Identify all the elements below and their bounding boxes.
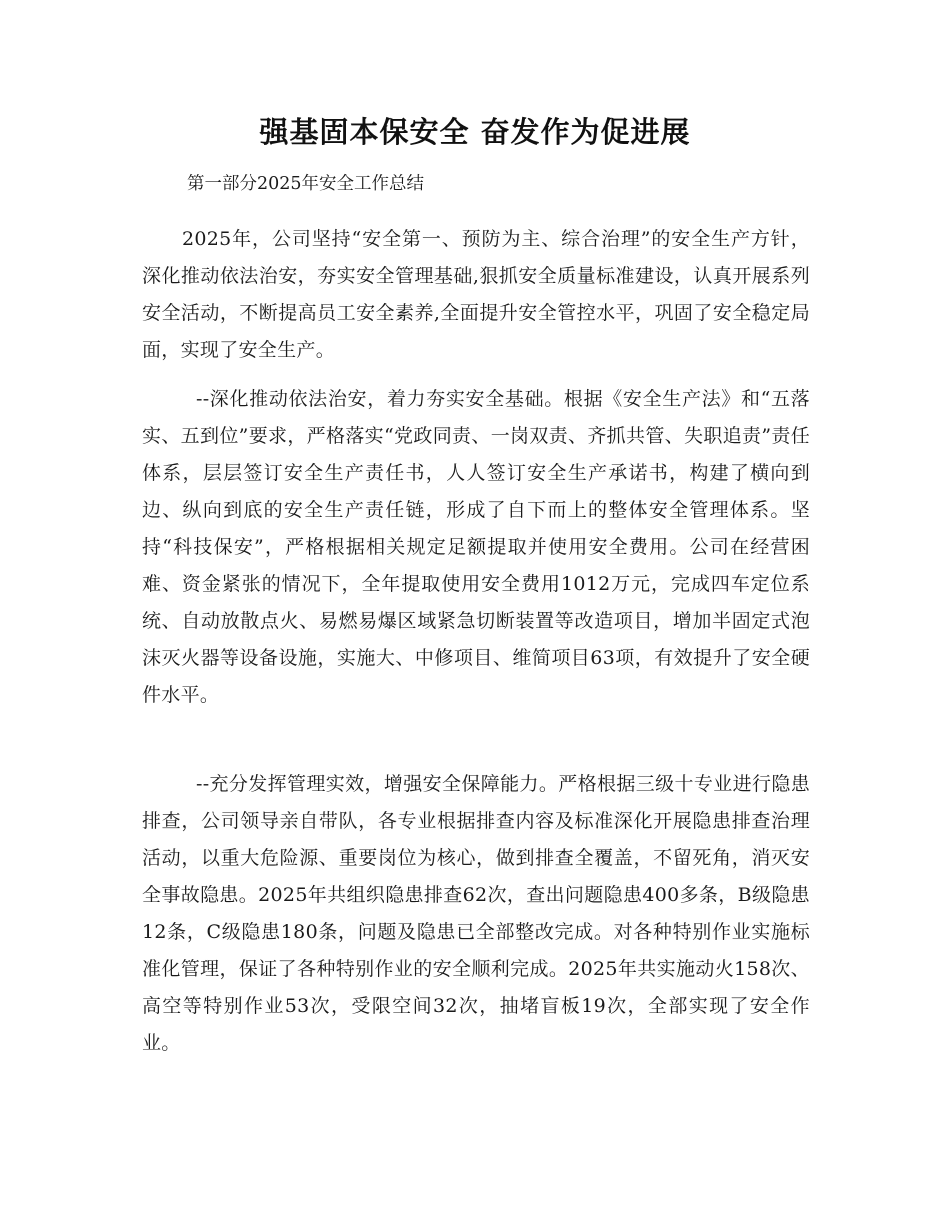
paragraph-hazard-inspection: --充分发挥管理实效，增强安全保障能力。严格根据三级十专业进行隐患排查，公司领导亲自带队，各专业根据排查内容及标准深化开展隐患排查治理活动，以重大危险源、重要岗位为核心，做到排查全覆盖，不留死角，消灭安全事故隐患。2025年共组织隐患排查62次，查出问题隐患400多条，B级隐患12条，C级隐患180条，问题及隐患已全部整改完成。对各种特别作业实施标准化管理，保证了各种特别作业的安全顺利完成。2025年共实施动火158次、高空等特别作业53次，受限空间32次，抽堵盲板19次，全部实现了安全作业。 [142,773,810,1054]
section-heading: 第一部分2025年安全工作总结 [187,174,425,194]
document-title: 强基固本保安全 奋发作为促进展 [259,115,691,149]
paragraph-legal-safety: --深化推动依法治安，着力夯实安全基础。根据《安全生产法》和“五落实、五到位”要求，严格落实“党政同责、一岗双责、齐抓共管、失职追责”责任体系，层层签订安全生产责任书，人人签订安全生产承诺书，构建了横向到边、纵向到底的安全生产责任链，形成了自下而上的整体安全管理体系。坚持“科技保安”，严格根据相关规定足额提取并使用安全费用。公司在经营困难、资金紧张的情况下，全年提取使用安全费用1012万元，完成四车定位系统、自动放散点火、易燃易爆区域紧急切断装置等改造项目，增加半固定式泡沫灭火器等设备设施，实施大、中修项目、维简项目63项，有效提升了安全硬件水平。 [142,388,810,706]
paragraph-intro: 2025年，公司坚持“安全第一、预防为主、综合治理”的安全生产方针，深化推动依法治安，夯实安全管理基础,狠抓安全质量标准建设，认真开展系列安全活动，不断提高员工安全素养,全面提升安全管控水平，巩固了安全稳定局面，实现了安全生产。 [142,228,810,361]
